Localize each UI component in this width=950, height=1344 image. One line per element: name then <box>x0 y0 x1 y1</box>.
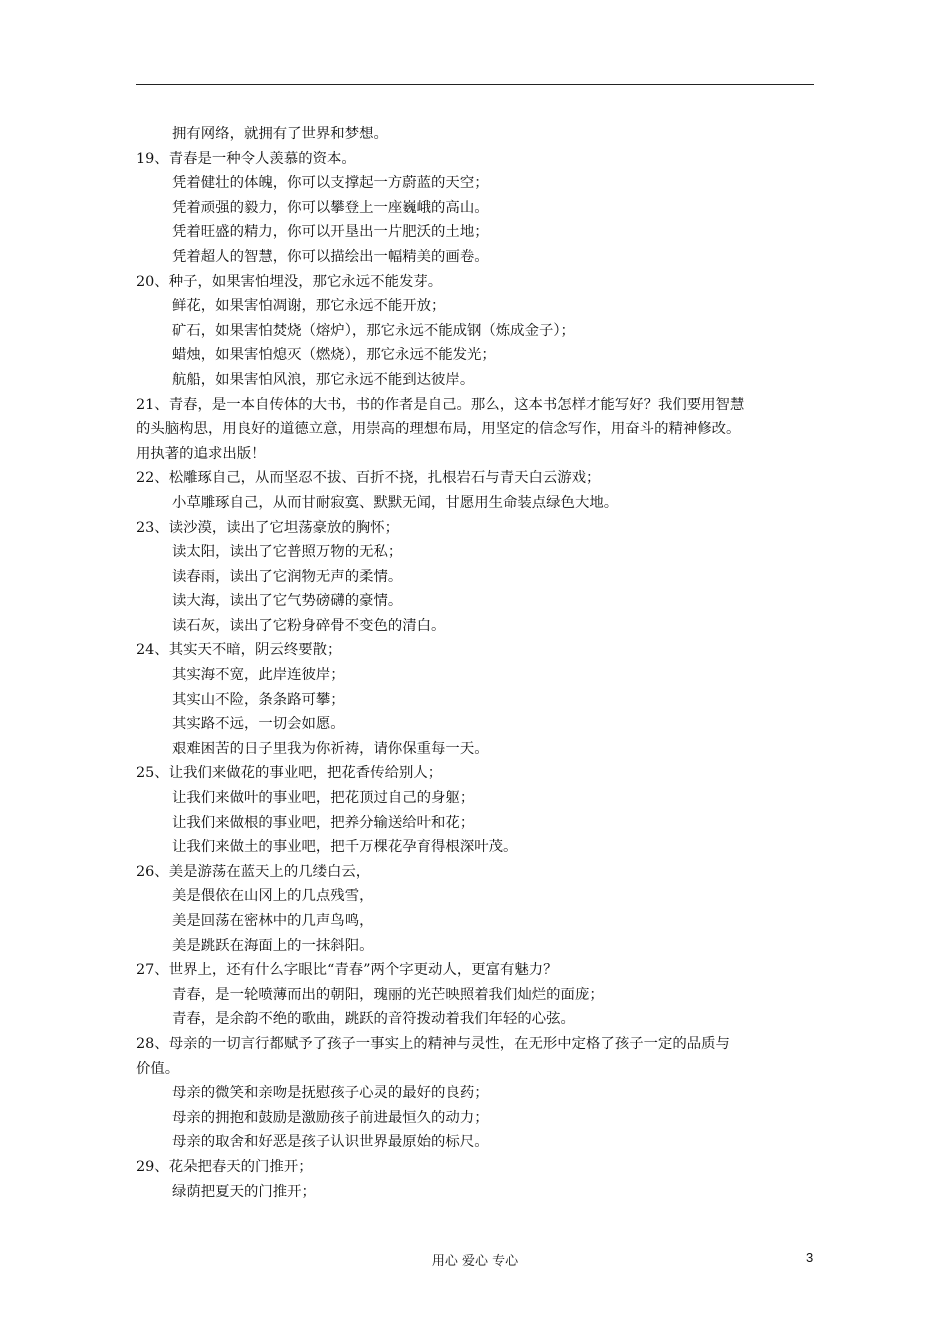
text-line: 青春，是一轮喷薄而出的朝阳，瑰丽的光芒映照着我们灿烂的面庞； <box>172 986 604 1003</box>
text-line: 26、美是游荡在蓝天上的几缕白云， <box>136 863 371 880</box>
text-line: 19、青春是一种令人羡慕的资本。 <box>136 150 356 167</box>
text-line: 21、青春，是一本自传体的大书，书的作者是自己。那么，这本书怎样才能写好？我们要用智慧 <box>136 396 745 413</box>
text-line: 读太阳，读出了它普照万物的无私； <box>172 544 403 561</box>
text-line: 凭着健壮的体魄，你可以支撑起一方蔚蓝的天空； <box>172 175 489 192</box>
text-line: 绿荫把夏天的门推开； <box>172 1183 316 1200</box>
text-line: 20、种子，如果害怕埋没，那它永远不能发芽。 <box>136 273 443 290</box>
text-line: 27、世界上，还有什么字眼比“青春”两个字更动人，更富有魅力？ <box>136 962 558 979</box>
text-line: 让我们来做根的事业吧，把养分输送给叶和花； <box>172 814 475 831</box>
document-body <box>136 122 816 1204</box>
text-line: 让我们来做土的事业吧，把千万棵花孕育得根深叶茂。 <box>172 839 518 856</box>
text-line: 25、让我们来做花的事业吧，把花香传给别人； <box>136 765 443 782</box>
text-line: 青春，是余韵不绝的歌曲，跳跃的音符拨动着我们年轻的心弦。 <box>172 1011 575 1028</box>
footer-motto: 用心 爱心 专心 <box>431 1254 519 1269</box>
page-number: 3 <box>806 1250 814 1265</box>
text-line: 鲜花，如果害怕凋谢，那它永远不能开放； <box>172 298 446 315</box>
text-line: 24、其实天不暗，阴云终要散； <box>136 642 342 659</box>
text-line: 小草雕琢自己，从而甘耐寂寞、默默无闻，甘愿用生命装点绿色大地。 <box>172 494 619 511</box>
text-line: 凭着旺盛的精力，你可以开垦出一片肥沃的土地； <box>172 224 489 241</box>
text-line: 29、花朵把春天的门推开； <box>136 1158 313 1175</box>
text-line: 价值。 <box>136 1060 180 1077</box>
header-rule <box>136 84 814 85</box>
text-line: 母亲的取舍和好恶是孩子认识世界最原始的标尺。 <box>172 1134 489 1151</box>
text-line: 用执著的追求出版！ <box>136 445 266 462</box>
text-line: 凭着顽强的毅力，你可以攀登上一座巍峨的高山。 <box>172 199 489 216</box>
text-line: 22、松雕琢自己，从而坚忍不拔、百折不挠，扎根岩石与青天白云游戏； <box>136 470 601 487</box>
text-line: 美是回荡在密林中的几声鸟鸣， <box>172 913 374 929</box>
text-line: 其实路不远，一切会如愿。 <box>172 716 345 733</box>
text-line: 航船，如果害怕风浪，那它永远不能到达彼岸。 <box>172 371 475 388</box>
text-line: 23、读沙漠，读出了它坦荡豪放的胸怀； <box>136 519 399 536</box>
text-line: 美是偎依在山冈上的几点残雪， <box>172 888 374 905</box>
text-line: 艰难困苦的日子里我为你祈祷，请你保重每一天。 <box>172 740 489 757</box>
text-line: 拥有网络，就拥有了世界和梦想。 <box>172 126 388 142</box>
text-line: 读石灰，读出了它粉身碎骨不变色的清白。 <box>172 617 446 634</box>
text-line: 凭着超人的智慧，你可以描绘出一幅精美的画卷。 <box>172 248 489 265</box>
text-line: 让我们来做叶的事业吧，把花顶过自己的身躯； <box>172 790 475 807</box>
text-line: 母亲的拥抱和鼓励是激励孩子前进最恒久的动力； <box>172 1109 489 1126</box>
text-line: 美是跳跃在海面上的一抹斜阳。 <box>172 937 374 954</box>
text-line: 蜡烛，如果害怕熄灭（燃烧），那它永远不能发光； <box>172 347 496 364</box>
text-line: 其实海不宽，此岸连彼岸； <box>172 667 345 684</box>
text-line: 其实山不险，条条路可攀； <box>172 691 345 708</box>
text-line: 读大海，读出了它气势磅礴的豪情。 <box>172 593 403 610</box>
text-line: 矿石，如果害怕焚烧（熔炉），那它永远不能成钢（炼成金子）； <box>172 322 575 339</box>
text-line: 母亲的微笑和亲吻是抚慰孩子心灵的最好的良药； <box>172 1085 489 1102</box>
text-line: 读春雨，读出了它润物无声的柔情。 <box>172 568 403 585</box>
text-line: 的头脑构思，用良好的道德立意，用崇高的理想布局，用坚定的信念写作，用奋斗的精神修改。 <box>136 421 741 438</box>
text-line: 28、母亲的一切言行都赋予了孩子一事实上的精神与灵性，在无形中定格了孩子一定的品质与 <box>136 1035 730 1052</box>
